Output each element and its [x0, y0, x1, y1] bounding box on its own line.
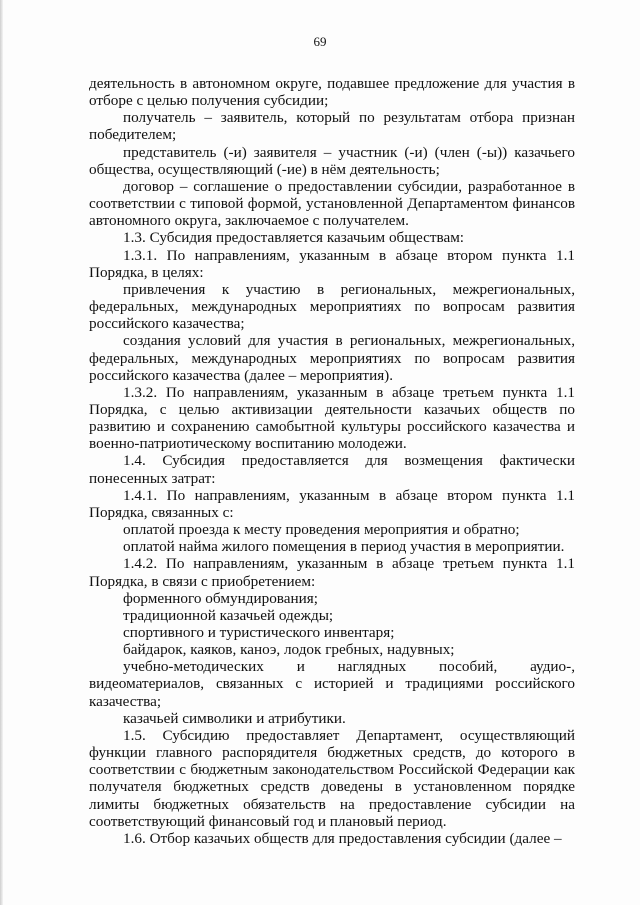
paragraph: форменного обмундирования; — [123, 589, 318, 607]
paragraph: казачьей символики и атрибутики. — [123, 709, 346, 727]
paragraph: 1.4.1. По направлениям, указанным в абзаце втором пункта 1.1 Порядка, связанных с: — [89, 486, 575, 521]
page-number: 69 — [313, 34, 327, 49]
paragraph: 1.6. Отбор казачьих обществ для предоставления субсидии (далее – — [123, 829, 562, 847]
paragraph: оплатой проезда к месту проведения мероприятия и обратно; — [123, 521, 520, 539]
paragraph: учебно-методических и наглядных пособий, аудио-, видеоматериалов, связанных с историей и традициями российского казачества; — [89, 658, 575, 710]
paragraph: создания условий для участия в региональных, межрегиональных, федеральных, международных мероприятиях по вопросам развития российского казачества (далее – мероприятия). — [89, 332, 575, 384]
paragraph: 1.4. Субсидия предоставляется для возмещения фактически понесенных затрат: — [89, 452, 575, 487]
paragraph: получатель – заявитель, который по результатам отбора признан победителем; — [89, 109, 575, 144]
paragraph: 1.3. Субсидия предоставляется казачьим обществам: — [123, 229, 465, 247]
scan-edge — [0, 0, 3, 905]
paragraph: байдарок, каяков, каноэ, лодок гребных, надувных; — [123, 641, 455, 659]
paragraph: представитель (-и) заявителя – участник (-и) (член (-ы)) казачьего общества, осуществляющий (-ие) в нём деятельность; — [89, 143, 575, 178]
paragraph: 1.4.2. По направлениям, указанным в абзаце третьем пункта 1.1 Порядка, в связи с приобретением: — [89, 555, 575, 590]
paragraph: привлечения к участию в региональных, межрегиональных, федеральных, международных мероприятиях по вопросам развития российского казачества; — [89, 280, 575, 333]
document-body — [89, 75, 575, 847]
paragraph: традиционной казачьей одежды; — [123, 606, 334, 624]
paragraph: договор – соглашение о предоставлении субсидии, разработанное в соответствии с типовой формой, установленной Департаментом финансов автономного округа, заключаемое с получателем. — [89, 177, 575, 230]
paragraph: оплатой найма жилого помещения в период участия в мероприятии. — [123, 538, 565, 556]
paragraph: 1.3.1. По направлениям, указанным в абзаце втором пункта 1.1 Порядка, в целях: — [89, 246, 575, 281]
paragraph: деятельность в автономном округе, подавшее предложение для участия в отборе с целью получения субсидии; — [89, 75, 575, 110]
paragraph: 1.3.2. По направлениям, указанным в абзаце третьем пункта 1.1 Порядка, с целью активизации деятельности казачьих обществ по развитию и сохранению самобытной культуры российского казачества и военно-патриотическому воспитанию молодежи. — [89, 383, 575, 453]
paragraph: 1.5. Субсидию предоставляет Департамент, осуществляющий функции главного распорядителя бюджетных средств, до которого в соответствии с бюджетным законодательством Российской Федерации как получателя бюджетных средств доведены в установленном порядке лимиты бюджетных обязательств на предоставление субсидии на соответствующий финансовый год и плановый период. — [89, 726, 575, 830]
paragraph: спортивного и туристического инвентаря; — [123, 624, 395, 641]
